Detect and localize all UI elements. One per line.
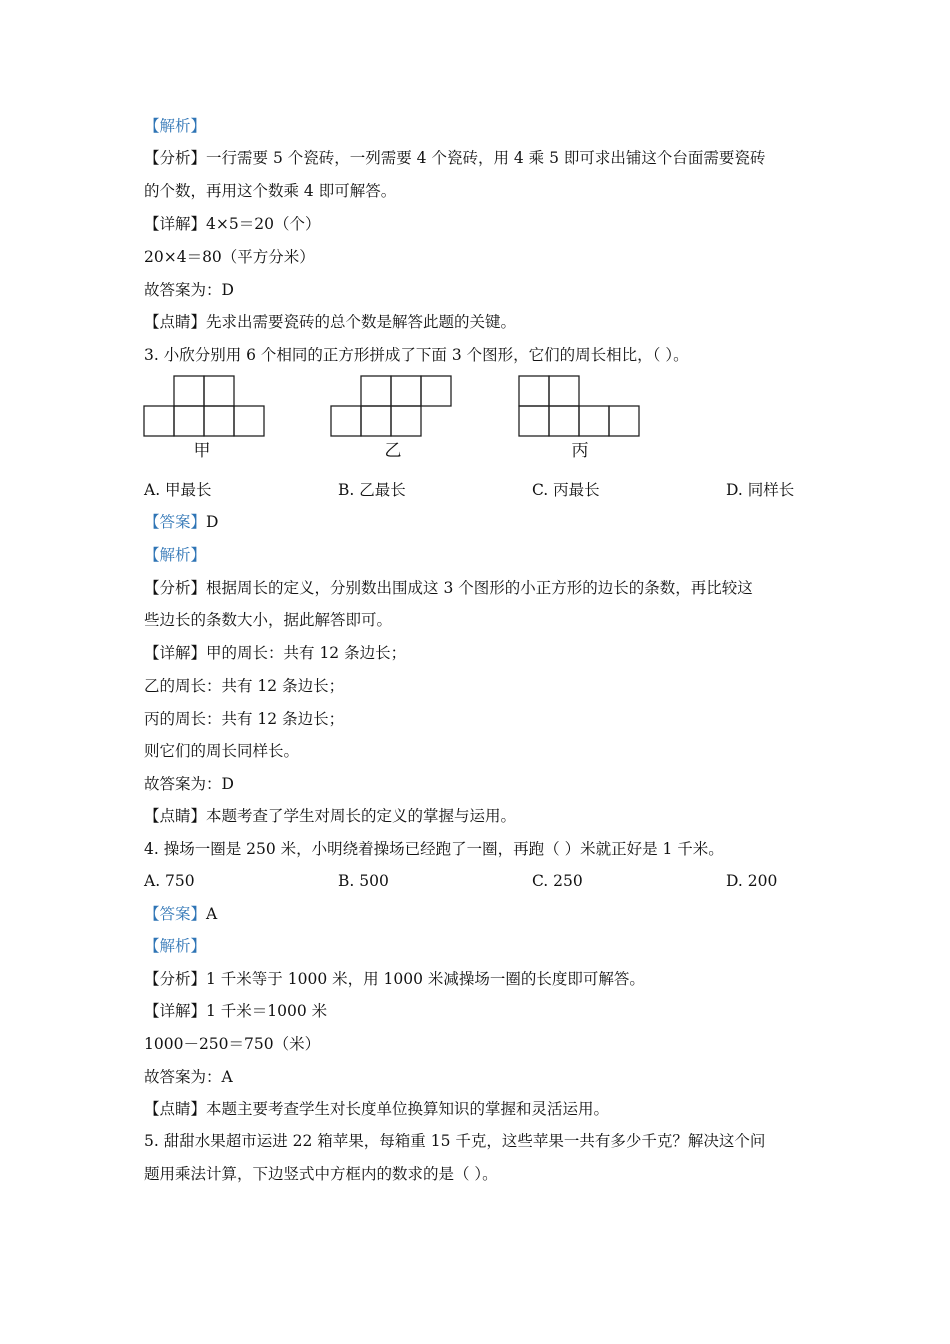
fenxi-text: 1 千米等于 1000 米，用 1000 米减操场一圈的长度即可解答。 xyxy=(206,970,645,988)
detail-line-3: 丙的周长：共有 12 条边长； xyxy=(144,710,345,728)
fenxi-label: 【分析】 xyxy=(144,970,207,988)
fenxi-line-2: 的个数，再用这个数乘 4 即可解答。 xyxy=(144,182,397,200)
figure-yi xyxy=(331,376,451,436)
figure-label-yi: 乙 xyxy=(384,441,402,461)
answer-label: 【答案】 xyxy=(144,513,207,531)
calc-line-2: 1000－250＝750（米） xyxy=(144,1035,321,1053)
answer-label: 【答案】 xyxy=(144,905,207,923)
question-3-stem: 3. 小欣分别用 6 个相同的正方形拼成了下面 3 个图形，它们的周长相比，（ ）。 xyxy=(144,346,689,364)
dianjing-label: 【点睛】 xyxy=(144,313,207,331)
dianjing-text: 先求出需要瓷砖的总个数是解答此题的关键。 xyxy=(206,313,517,331)
jiexi-label: 【解析】 xyxy=(144,937,207,955)
xiangjie-text: 甲的周长：共有 12 条边长； xyxy=(206,644,407,662)
xiangjie-text: 1 千米＝1000 米 xyxy=(206,1002,328,1020)
fenxi-line-2: 些边长的条数大小，据此解答即可。 xyxy=(144,611,393,629)
xiangjie-text: 4×5＝20（个） xyxy=(206,215,321,233)
conclusion: 故答案为：D xyxy=(144,281,234,299)
answer-value: A xyxy=(206,905,218,923)
perimeter-figures xyxy=(0,370,950,465)
q3-answer-line xyxy=(144,512,218,532)
conclusion: 故答案为：D xyxy=(144,775,234,793)
figure-jia xyxy=(144,376,264,436)
xiangjie-label: 【详解】 xyxy=(144,1002,207,1020)
fenxi-text: 根据周长的定义，分别数出围成这 3 个图形的小正方形的边长的条数，再比较这 xyxy=(206,579,753,597)
q3-option-b: B. 乙最长 xyxy=(338,481,406,499)
detail-line-4: 则它们的周长同样长。 xyxy=(144,742,300,760)
jiexi-label: 【解析】 xyxy=(144,117,207,135)
dianjing-line xyxy=(144,806,516,826)
q3-option-a: A. 甲最长 xyxy=(144,481,212,499)
xiangjie-label: 【详解】 xyxy=(144,215,207,233)
q4-option-a: A. 750 xyxy=(144,872,195,890)
fenxi-line-1 xyxy=(144,969,645,989)
calc-line-2: 20×4＝80（平方分米） xyxy=(144,248,315,266)
answer-value: D xyxy=(206,513,219,531)
figure-bing xyxy=(519,376,639,436)
xiangjie-line-1 xyxy=(144,1001,327,1021)
fenxi-label: 【分析】 xyxy=(144,579,207,597)
q4-answer-line xyxy=(144,904,217,924)
question-5-stem-line-2: 题用乘法计算，下边竖式中方框内的数求的是（ ）。 xyxy=(144,1165,498,1183)
q4-option-c: C. 250 xyxy=(532,872,583,890)
fenxi-text: 一行需要 5 个瓷砖，一列需要 4 个瓷砖，用 4 乘 5 即可求出铺这个台面需要瓷砖 xyxy=(206,149,766,167)
fenxi-label: 【分析】 xyxy=(144,149,207,167)
q3-option-d: D. 同样长 xyxy=(726,481,795,499)
q3-option-c: C. 丙最长 xyxy=(532,481,600,499)
xiangjie-line-1 xyxy=(144,214,320,234)
dianjing-text: 本题考查了学生对周长的定义的掌握与运用。 xyxy=(206,807,517,825)
conclusion: 故答案为：A xyxy=(144,1068,233,1086)
figure-label-bing: 丙 xyxy=(571,441,589,461)
fenxi-line-1 xyxy=(144,578,753,598)
question-5-stem-line-1: 5. 甜甜水果超市运进 22 箱苹果，每箱重 15 千克，这些苹果一共有多少千克？解决这个问 xyxy=(144,1132,766,1150)
xiangjie-line-1 xyxy=(144,643,406,663)
dianjing-label: 【点睛】 xyxy=(144,807,207,825)
dianjing-line xyxy=(144,1099,609,1119)
question-4-stem: 4. 操场一圈是 250 米，小明绕着操场已经跑了一圈，再跑（ ）米就正好是 1 千米。 xyxy=(144,840,724,858)
dianjing-text: 本题主要考查学生对长度单位换算知识的掌握和灵活运用。 xyxy=(206,1100,610,1118)
xiangjie-label: 【详解】 xyxy=(144,644,207,662)
fenxi-line-1 xyxy=(144,148,765,168)
figure-label-jia: 甲 xyxy=(193,441,211,461)
jiexi-label: 【解析】 xyxy=(144,546,207,564)
q4-option-b: B. 500 xyxy=(338,872,389,890)
detail-line-2: 乙的周长：共有 12 条边长； xyxy=(144,677,345,695)
dianjing-label: 【点睛】 xyxy=(144,1100,207,1118)
q4-option-d: D. 200 xyxy=(726,872,778,890)
dianjing-line xyxy=(144,312,516,332)
